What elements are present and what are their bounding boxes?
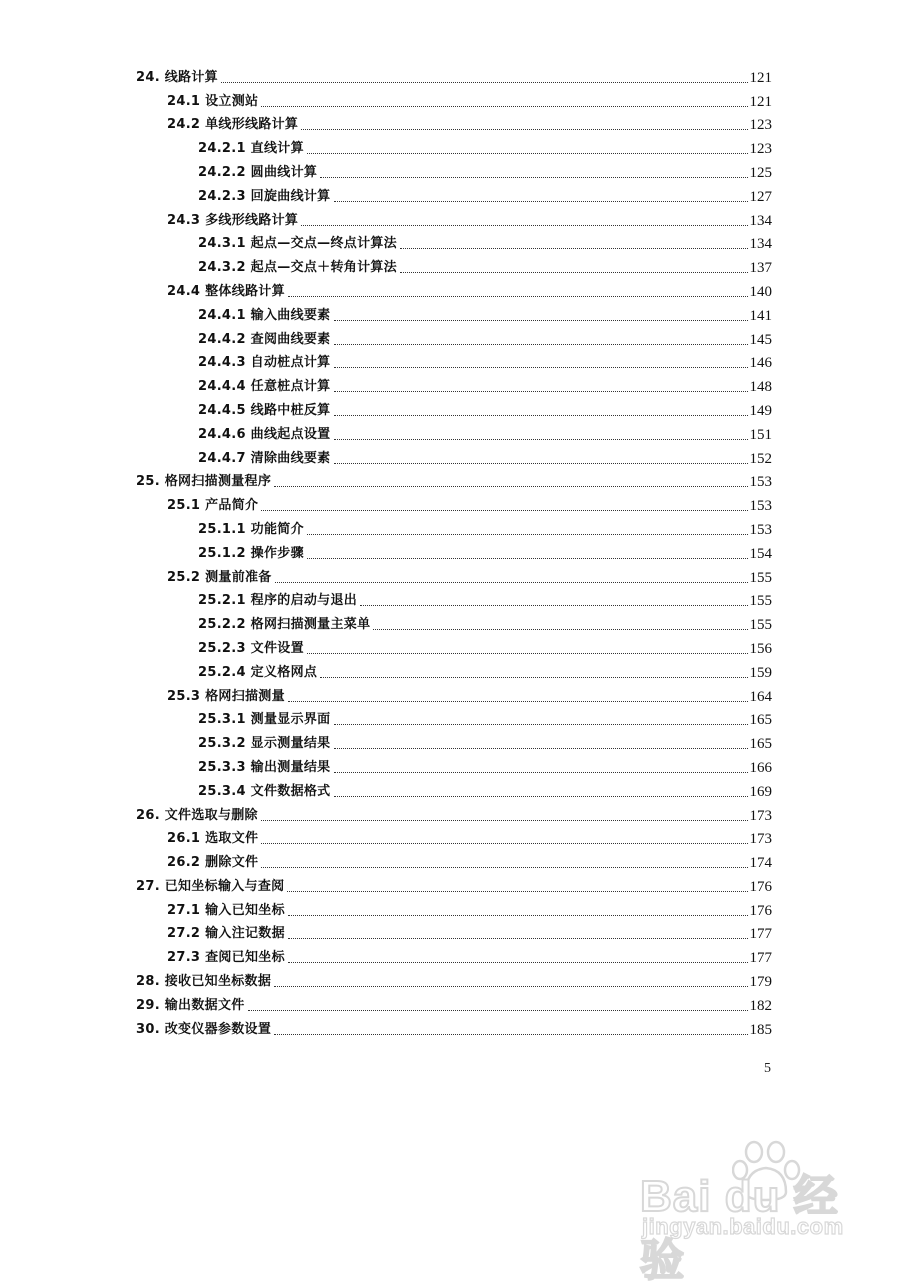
toc-entry-title: 26.1 选取文件 (167, 831, 259, 847)
toc-entry[interactable] (0, 588, 905, 612)
toc-entry-title: 24.3.2 起点—交点＋转角计算法 (198, 260, 397, 276)
leader-dots (334, 201, 748, 202)
toc-entry[interactable] (0, 135, 905, 159)
toc-entry-page: 174 (749, 855, 772, 872)
toc-entry-title: 26.2 删除文件 (167, 855, 259, 871)
toc-entry[interactable] (0, 88, 905, 112)
leader-dots (334, 748, 748, 749)
toc-entry-page: 179 (749, 974, 772, 991)
toc-entry-page: 177 (749, 950, 772, 967)
toc-entry[interactable] (0, 564, 905, 588)
toc-entry-title: 24.3 多线形线路计算 (167, 212, 299, 228)
toc-entry[interactable] (0, 897, 905, 921)
toc-entry-title: 24. 线路计算 (136, 69, 218, 85)
toc-entry[interactable] (0, 826, 905, 850)
leader-dots (373, 629, 747, 630)
toc-entry-title: 25.3.1 测量显示界面 (198, 712, 331, 728)
toc-entry-title: 27. 已知坐标输入与查阅 (136, 878, 285, 894)
toc-entry-page: 149 (749, 402, 772, 419)
leader-dots (307, 653, 748, 654)
toc-entry[interactable] (0, 207, 905, 231)
leader-dots (400, 272, 748, 273)
toc-entry-title: 24.4.2 查阅曲线要素 (198, 331, 331, 347)
toc-entry-title: 24.2 单线形线路计算 (167, 117, 299, 133)
leader-dots (221, 82, 748, 83)
toc-entry[interactable] (0, 968, 905, 992)
toc-entry-title: 24.4.6 曲线起点设置 (198, 426, 331, 442)
toc-entry[interactable] (0, 397, 905, 421)
toc-entry-title: 30. 改变仪器参数设置 (136, 1021, 272, 1037)
toc-entry[interactable] (0, 873, 905, 897)
baidu-jingyan-watermark (640, 1140, 880, 1285)
toc-entry-title: 25.2.3 文件设置 (198, 640, 304, 656)
toc-entry-page: 140 (749, 283, 772, 300)
toc-entry-page: 148 (749, 379, 772, 396)
toc-entry-page: 137 (749, 260, 772, 277)
leader-dots (288, 938, 748, 939)
leader-dots (288, 296, 748, 297)
toc-entry-page: 173 (749, 807, 772, 824)
leader-dots (274, 1034, 747, 1035)
toc-entry-page: 166 (749, 759, 772, 776)
toc-entry-page: 153 (749, 498, 772, 515)
leader-dots (334, 463, 748, 464)
leader-dots (334, 344, 748, 345)
toc-entry-title: 29. 输出数据文件 (136, 997, 245, 1013)
toc-entry-title: 24.4.1 输入曲线要素 (198, 307, 331, 323)
page-number: 5 (764, 1061, 771, 1076)
watermark-url: jingyan.baidu.com (642, 1214, 844, 1239)
leader-dots (307, 153, 748, 154)
toc-entry[interactable] (0, 421, 905, 445)
leader-dots (288, 915, 748, 916)
toc-entry[interactable] (0, 350, 905, 374)
toc-entry-page: 182 (749, 997, 772, 1014)
toc-entry-page: 164 (749, 688, 772, 705)
leader-dots (334, 439, 748, 440)
leader-dots (288, 701, 748, 702)
toc-entry-page: 121 (749, 93, 772, 110)
toc-entry-page: 185 (749, 1021, 772, 1038)
toc-entry[interactable] (0, 921, 905, 945)
toc-entry-title: 25.3.3 输出测量结果 (198, 759, 331, 775)
leader-dots (334, 796, 748, 797)
toc-entry-page: 176 (749, 902, 772, 919)
toc-entry-page: 152 (749, 450, 772, 467)
toc-entry-title: 25.1.2 操作步骤 (198, 545, 304, 561)
toc-entry-page: 134 (749, 236, 772, 253)
toc-entry-page: 123 (749, 117, 772, 134)
toc-entry-page: 173 (749, 831, 772, 848)
toc-entry-title: 25. 格网扫描测量程序 (136, 474, 272, 490)
toc-entry-page: 165 (749, 736, 772, 753)
toc-entry-title: 24.4 整体线路计算 (167, 283, 285, 299)
toc-entry-title: 25.1.1 功能简介 (198, 521, 304, 537)
toc-entry-page: 127 (749, 188, 772, 205)
leader-dots (334, 367, 748, 368)
leader-dots (301, 225, 747, 226)
toc-entry-title: 24.4.7 清除曲线要素 (198, 450, 331, 466)
toc-entry-page: 141 (749, 307, 772, 324)
toc-entry[interactable] (0, 373, 905, 397)
toc-entry[interactable] (0, 659, 905, 683)
leader-dots (261, 843, 747, 844)
watermark-logo-text: Bai du 经验 (640, 1172, 839, 1285)
toc-entry[interactable] (0, 278, 905, 302)
toc-entry[interactable] (0, 849, 905, 873)
toc-entry-page: 134 (749, 212, 772, 229)
toc-entry-title: 27.3 查阅已知坐标 (167, 950, 285, 966)
toc-entry-page: 121 (749, 69, 772, 86)
toc-entry-page: 155 (749, 617, 772, 634)
leader-dots (248, 1010, 748, 1011)
toc-entry[interactable] (0, 802, 905, 826)
toc-entry-title: 27.2 输入注记数据 (167, 926, 285, 942)
leader-dots (334, 415, 748, 416)
toc-entry-page: 177 (749, 926, 772, 943)
toc-entry-page: 154 (749, 545, 772, 562)
toc-entry[interactable] (0, 112, 905, 136)
leader-dots (307, 534, 748, 535)
leader-dots (334, 724, 748, 725)
leader-dots (320, 177, 747, 178)
toc-entry-page: 145 (749, 331, 772, 348)
toc-entry-page: 155 (749, 593, 772, 610)
leader-dots (400, 248, 748, 249)
toc-entry[interactable] (0, 469, 905, 493)
toc-entry-page: 146 (749, 355, 772, 372)
toc-entry-title: 25.3.2 显示测量结果 (198, 736, 331, 752)
toc-entry[interactable] (0, 445, 905, 469)
leader-dots (288, 962, 748, 963)
leader-dots (261, 106, 747, 107)
leader-dots (320, 677, 747, 678)
leader-dots (274, 486, 747, 487)
toc-entry-title: 25.2.1 程序的启动与退出 (198, 593, 358, 609)
leader-dots (261, 820, 748, 821)
toc-entry-page: 176 (749, 878, 772, 895)
toc-entry[interactable] (0, 611, 905, 635)
toc-entry[interactable] (0, 254, 905, 278)
leader-dots (261, 867, 747, 868)
toc-entry-title: 27.1 输入已知坐标 (167, 902, 285, 918)
toc-entry[interactable] (0, 707, 905, 731)
toc-entry[interactable] (0, 326, 905, 350)
toc-entry[interactable] (0, 492, 905, 516)
toc-entry-page: 156 (749, 640, 772, 657)
toc-entry-title: 24.2.1 直线计算 (198, 141, 304, 157)
leader-dots (307, 558, 748, 559)
toc-entry-title: 25.2 测量前准备 (167, 569, 272, 585)
toc-entry-page: 159 (749, 664, 772, 681)
toc-entry-title: 24.4.3 自动桩点计算 (198, 355, 331, 371)
toc-entry[interactable] (0, 1016, 905, 1040)
toc-entry-page: 165 (749, 712, 772, 729)
toc-entry[interactable] (0, 64, 905, 88)
toc-entry-title: 25.3.4 文件数据格式 (198, 783, 331, 799)
toc-entry-title: 24.4.5 线路中桩反算 (198, 402, 331, 418)
toc-entry-page: 155 (749, 569, 772, 586)
leader-dots (334, 391, 748, 392)
toc-entry-page: 169 (749, 783, 772, 800)
toc-entry-title: 24.3.1 起点—交点—终点计算法 (198, 236, 397, 252)
leader-dots (287, 891, 747, 892)
toc-entry[interactable] (0, 683, 905, 707)
toc-entry-title: 24.2.3 回旋曲线计算 (198, 188, 331, 204)
toc-entry[interactable] (0, 183, 905, 207)
leader-dots (301, 129, 747, 130)
leader-dots (334, 772, 748, 773)
leader-dots (261, 510, 747, 511)
toc-entry[interactable] (0, 754, 905, 778)
toc-entry[interactable] (0, 778, 905, 802)
toc-entry[interactable] (0, 635, 905, 659)
leader-dots (360, 605, 747, 606)
leader-dots (275, 582, 748, 583)
toc-entry[interactable] (0, 231, 905, 255)
table-of-contents (0, 64, 905, 1040)
toc-entry-title: 24.2.2 圆曲线计算 (198, 164, 318, 180)
toc-entry-page: 153 (749, 474, 772, 491)
toc-entry-page: 153 (749, 521, 772, 538)
toc-entry[interactable] (0, 159, 905, 183)
toc-entry-page: 151 (749, 426, 772, 443)
toc-entry-title: 25.2.4 定义格网点 (198, 664, 318, 680)
toc-entry-title: 24.1 设立测站 (167, 93, 259, 109)
toc-entry[interactable] (0, 944, 905, 968)
toc-entry-title: 26. 文件选取与删除 (136, 807, 258, 823)
toc-entry-title: 25.3 格网扫描测量 (167, 688, 285, 704)
leader-dots (334, 320, 748, 321)
toc-entry-page: 125 (749, 164, 772, 181)
toc-entry[interactable] (0, 302, 905, 326)
toc-entry-title: 25.2.2 格网扫描测量主菜单 (198, 617, 371, 633)
toc-entry[interactable] (0, 992, 905, 1016)
toc-entry[interactable] (0, 730, 905, 754)
toc-entry[interactable] (0, 516, 905, 540)
toc-entry-title: 25.1 产品简介 (167, 498, 259, 514)
leader-dots (274, 986, 747, 987)
toc-entry-title: 28. 接收已知坐标数据 (136, 974, 272, 990)
toc-entry-page: 123 (749, 141, 772, 158)
toc-entry-title: 24.4.4 任意桩点计算 (198, 379, 331, 395)
toc-entry[interactable] (0, 540, 905, 564)
